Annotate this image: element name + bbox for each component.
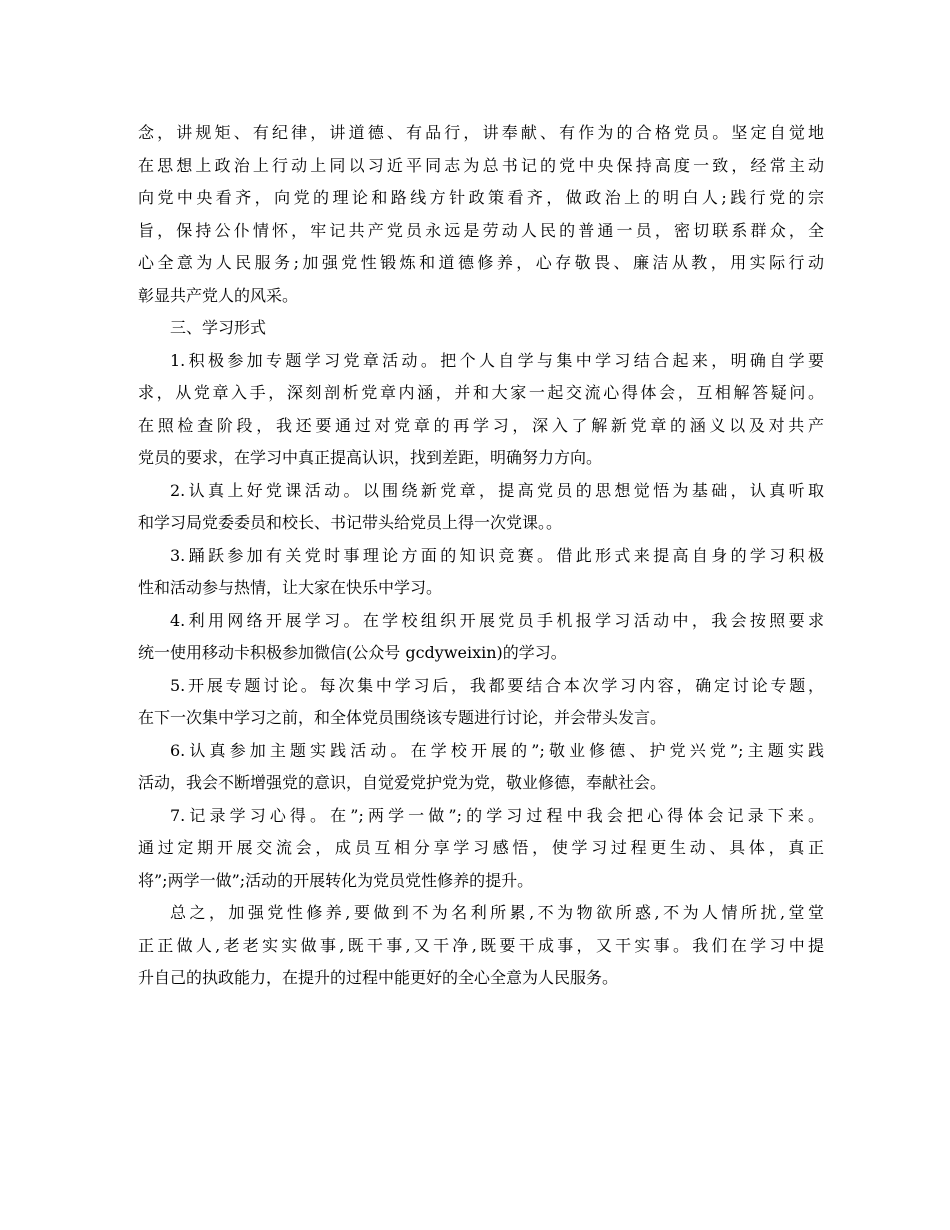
text-line: 在思想上政治上行动上同以习近平同志为总书记的党中央保持高度一致，经常主动 [138, 155, 824, 175]
text-line: 在照检查阶段，我还要通过对党章的再学习，深入了解新党章的涵义以及对共产 [138, 415, 824, 435]
text-line: 旨，保持公仆情怀，牢记共产党员永远是劳动人民的普通一员，密切联系群众，全 [138, 220, 824, 240]
text-line: 求，从党章入手，深刻剖析党章内涵，并和大家一起交流心得体会，互相解答疑问。 [138, 383, 824, 402]
text-line: 升自己的执政能力，在提升的过程中能更好的全心全意为人民服务。 [138, 968, 619, 987]
text-line: 5.开展专题讨论。每次集中学习后，我都要结合本次学习内容，确定讨论专题， [170, 675, 824, 695]
document-page [138, 117, 824, 995]
text-line: 6.认真参加主题实践活动。在学校开展的”;敬业修德、护党兴党”;主题实践 [170, 740, 824, 760]
list-item-2 [138, 475, 824, 540]
text-line: 2.认真上好党课活动。以围绕新党章，提高党员的思想觉悟为基础，认真听取 [170, 480, 824, 500]
text-line: 7.记录学习心得。在”;两学一做”;的学习过程中我会把心得体会记录下来。 [170, 805, 824, 825]
section-heading-study-forms [138, 312, 824, 345]
text-line: 通过定期开展交流会，成员互相分享学习感悟，使学习过程更生动、具体，真正 [138, 838, 824, 857]
list-item-7 [138, 800, 824, 898]
text-line: 三、学习形式 [170, 318, 267, 337]
text-line: 总之，加强党性修养,要做到不为名利所累,不为物欲所惑,不为人情所扰,堂堂 [170, 903, 824, 922]
text-line: 1.积极参加专题学习党章活动。把个人自学与集中学习结合起来，明确自学要 [170, 350, 824, 370]
text-line: 和学习局党委委员和校长、书记带头给党员上得一次党课。。 [138, 513, 563, 532]
text-line: 在下一次集中学习之前，和全体党员围绕该专题进行讨论，并会带头发言。 [138, 708, 667, 727]
paragraph-party-member-standards [138, 117, 824, 312]
list-item-3 [138, 540, 824, 605]
text-line: 党员的要求，在学习中真正提高认识，找到差距，明确努力方向。 [138, 448, 603, 467]
paragraph-conclusion [138, 897, 824, 995]
text-line: 将”;两学一做”;活动的开展转化为党员党性修养的提升。 [138, 870, 534, 890]
text-line: 念，讲规矩、有纪律，讲道德、有品行，讲奉献、有作为的合格党员。坚定自觉地 [138, 123, 824, 142]
text-line: 向党中央看齐，向党的理论和路线方针政策看齐，做政治上的明白人;践行党的宗 [138, 188, 824, 207]
text-line: 彰显共产党人的风采。 [138, 285, 299, 305]
list-item-4 [138, 605, 824, 670]
text-line: 活动，我会不断增强党的意识，自觉爱党护党为党，敬业修德，奉献社会。 [138, 773, 667, 792]
list-item-1 [138, 345, 824, 475]
text-line: 统一使用移动卡积极参加微信(公众号 gcdyweixin)的学习。 [138, 643, 567, 662]
text-line: 心全意为人民服务;加强党性锻炼和道德修养，心存敬畏、廉洁从教，用实际行动 [138, 253, 824, 272]
list-item-5 [138, 670, 824, 735]
text-line: 4.利用网络开展学习。在学校组织开展党员手机报学习活动中，我会按照要求 [170, 610, 824, 630]
text-line: 3.踊跃参加有关党时事理论方面的知识竞赛。借此形式来提高自身的学习积极 [170, 545, 824, 565]
text-line: 性和活动参与热情，让大家在快乐中学习。 [138, 578, 443, 597]
text-line: 正正做人,老老实实做事,既干事,又干净,既要干成事，又干实事。我们在学习中提 [138, 935, 824, 955]
list-item-6 [138, 735, 824, 800]
